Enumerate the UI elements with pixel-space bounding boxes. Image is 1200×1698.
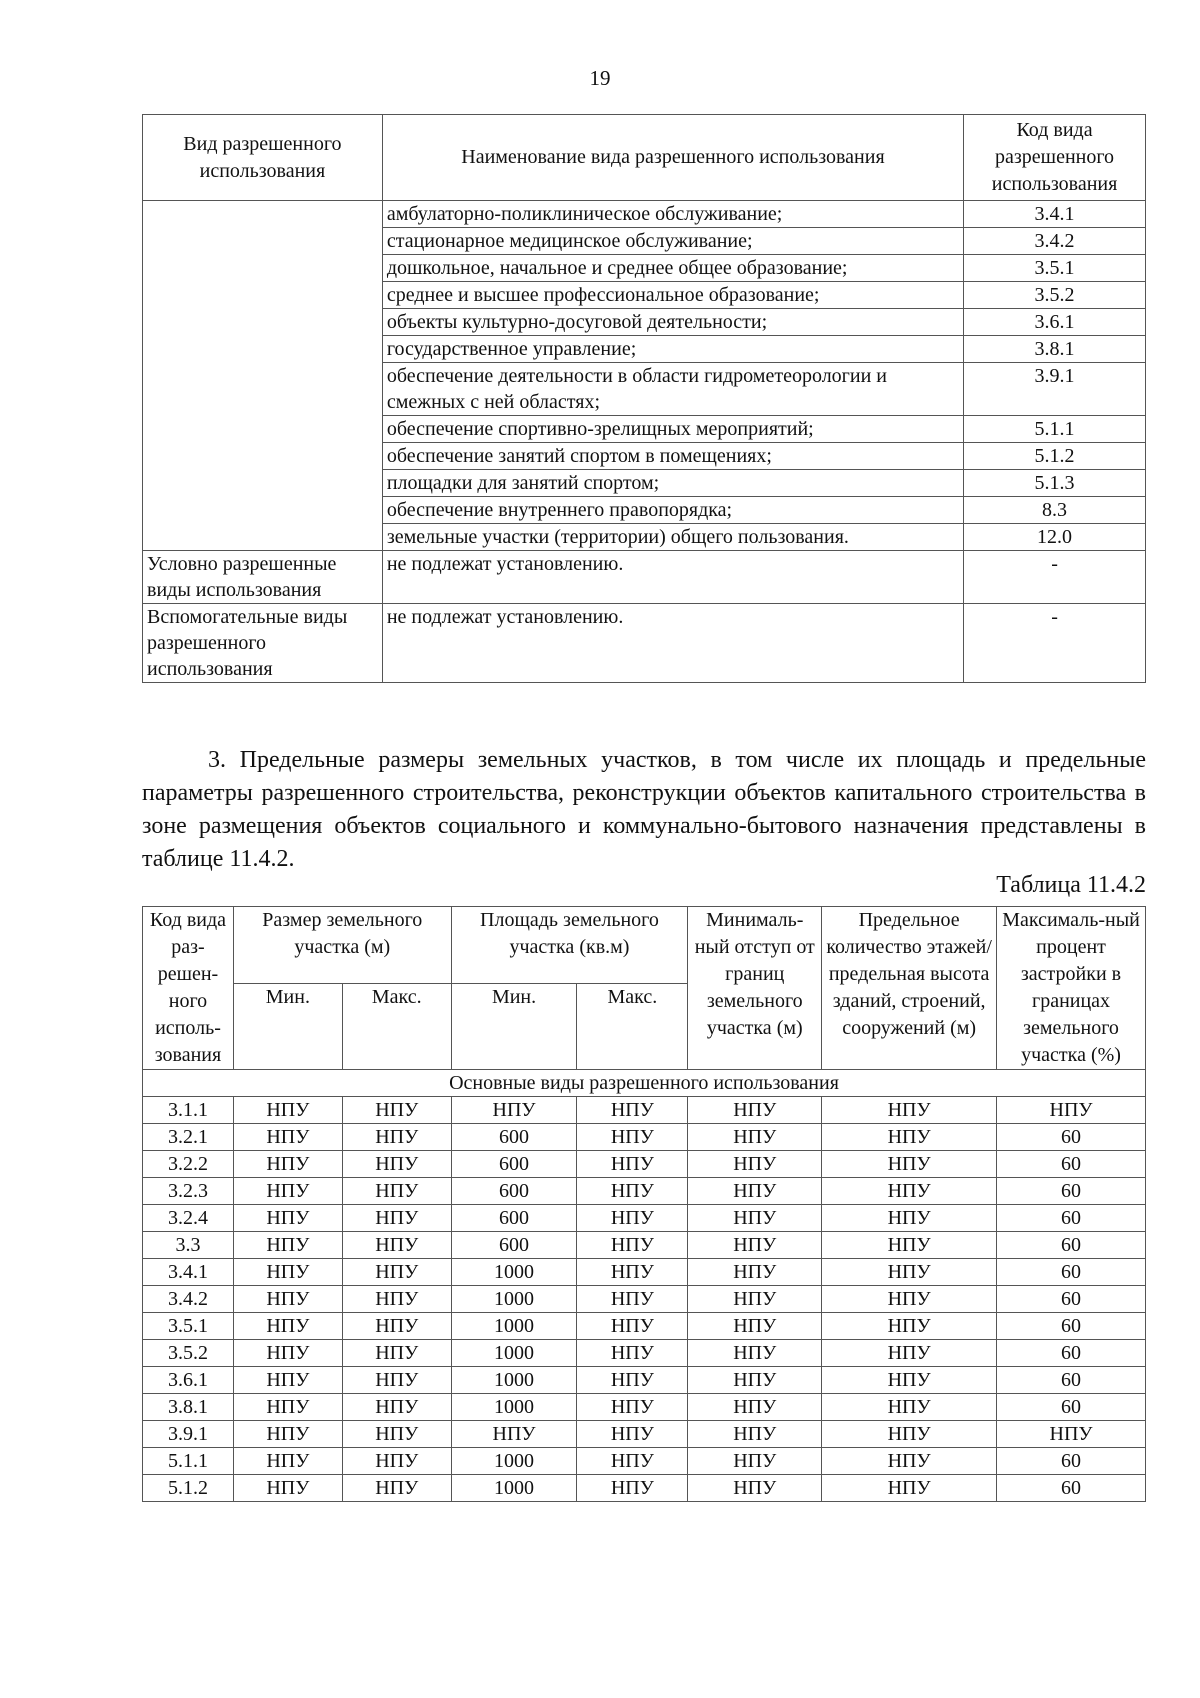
use-kind-cell: Условно разрешенные виды использования — [143, 551, 383, 604]
coverage-cell: 60 — [997, 1475, 1146, 1502]
coverage-cell: 60 — [997, 1286, 1146, 1313]
floors-cell: НПУ — [822, 1313, 997, 1340]
setback-cell: НПУ — [688, 1124, 822, 1151]
coverage-cell: 60 — [997, 1232, 1146, 1259]
use-name-cell: объекты культурно-досуговой деятельности; — [382, 309, 963, 336]
code-cell: 3.2.4 — [143, 1205, 234, 1232]
floors-cell: НПУ — [822, 1394, 997, 1421]
section-row — [143, 1070, 1146, 1097]
area-max-cell: НПУ — [577, 1232, 688, 1259]
code-cell: 3.4.1 — [143, 1259, 234, 1286]
coverage-cell: 60 — [997, 1124, 1146, 1151]
area-max-cell: НПУ — [577, 1421, 688, 1448]
code-cell: 3.2.1 — [143, 1124, 234, 1151]
area-min-cell: 1000 — [451, 1475, 577, 1502]
size-max-cell: НПУ — [342, 1475, 451, 1502]
table-row-conditional — [143, 551, 1146, 604]
table-row — [143, 1340, 1146, 1367]
table-row — [143, 1421, 1146, 1448]
header-area-min: Мин. — [451, 984, 577, 1070]
use-name-cell: обеспечение спортивно-зрелищных мероприятий; — [382, 416, 963, 443]
section-title: Основные виды разрешенного использования — [143, 1070, 1146, 1097]
use-code-cell: 3.8.1 — [964, 336, 1146, 363]
code-cell: 5.1.1 — [143, 1448, 234, 1475]
floors-cell: НПУ — [822, 1178, 997, 1205]
use-name-cell: государственное управление; — [382, 336, 963, 363]
area-max-cell: НПУ — [577, 1394, 688, 1421]
size-max-cell: НПУ — [342, 1448, 451, 1475]
floors-cell: НПУ — [822, 1448, 997, 1475]
use-name-cell: стационарное медицинское обслуживание; — [382, 228, 963, 255]
area-min-cell: 600 — [451, 1205, 577, 1232]
header-use-code: Код вида разрешенного использования — [964, 115, 1146, 201]
setback-cell: НПУ — [688, 1394, 822, 1421]
setback-cell: НПУ — [688, 1151, 822, 1178]
size-max-cell: НПУ — [342, 1151, 451, 1178]
coverage-cell: 60 — [997, 1367, 1146, 1394]
use-code-cell: 3.4.1 — [964, 201, 1146, 228]
setback-cell: НПУ — [688, 1340, 822, 1367]
table-row-auxiliary — [143, 604, 1146, 683]
area-min-cell: 1000 — [451, 1448, 577, 1475]
setback-cell: НПУ — [688, 1097, 822, 1124]
coverage-cell: 60 — [997, 1394, 1146, 1421]
header-setback: Минималь-ный отступ от границ земельного участка (м) — [688, 907, 822, 1070]
size-min-cell: НПУ — [233, 1421, 342, 1448]
setback-cell: НПУ — [688, 1205, 822, 1232]
code-cell: 3.5.1 — [143, 1313, 234, 1340]
table-row — [143, 1097, 1146, 1124]
code-cell: 3.8.1 — [143, 1394, 234, 1421]
use-code-cell: 5.1.1 — [964, 416, 1146, 443]
table-row — [143, 1313, 1146, 1340]
coverage-cell: 60 — [997, 1313, 1146, 1340]
area-min-cell: 600 — [451, 1124, 577, 1151]
header-coverage: Максималь-ный процент застройки в границах земельного участка (%) — [997, 907, 1146, 1070]
floors-cell: НПУ — [822, 1232, 997, 1259]
floors-cell: НПУ — [822, 1205, 997, 1232]
setback-cell: НПУ — [688, 1259, 822, 1286]
header-use-name: Наименование вида разрешенного использования — [382, 115, 963, 201]
floors-cell: НПУ — [822, 1259, 997, 1286]
size-max-cell: НПУ — [342, 1232, 451, 1259]
table-caption: Таблица 11.4.2 — [996, 872, 1146, 898]
area-max-cell: НПУ — [577, 1205, 688, 1232]
table-row — [143, 201, 1146, 228]
coverage-cell: 60 — [997, 1178, 1146, 1205]
table-header-row — [143, 907, 1146, 984]
size-max-cell: НПУ — [342, 1178, 451, 1205]
area-min-cell: 1000 — [451, 1313, 577, 1340]
area-max-cell: НПУ — [577, 1097, 688, 1124]
floors-cell: НПУ — [822, 1475, 997, 1502]
header-code: Код вида раз-решен-ного исполь-зования — [143, 907, 234, 1070]
size-min-cell: НПУ — [233, 1259, 342, 1286]
header-floors: Предельное количество этажей/ предельная высота зданий, строений, сооружений (м) — [822, 907, 997, 1070]
header-size: Размер земельного участка (м) — [233, 907, 451, 984]
size-max-cell: НПУ — [342, 1421, 451, 1448]
use-name-cell: обеспечение занятий спортом в помещениях; — [382, 443, 963, 470]
setback-cell: НПУ — [688, 1448, 822, 1475]
setback-cell: НПУ — [688, 1178, 822, 1205]
use-code-cell: 5.1.3 — [964, 470, 1146, 497]
area-min-cell: 1000 — [451, 1367, 577, 1394]
size-min-cell: НПУ — [233, 1097, 342, 1124]
area-min-cell: 600 — [451, 1151, 577, 1178]
coverage-cell: 60 — [997, 1151, 1146, 1178]
table-row — [143, 1367, 1146, 1394]
table-row — [143, 1448, 1146, 1475]
code-cell: 3.9.1 — [143, 1421, 234, 1448]
use-code-cell: 5.1.2 — [964, 443, 1146, 470]
use-code-cell: 3.5.2 — [964, 282, 1146, 309]
setback-cell: НПУ — [688, 1232, 822, 1259]
table-row — [143, 1475, 1146, 1502]
size-max-cell: НПУ — [342, 1394, 451, 1421]
header-use-kind: Вид разрешенного использования — [143, 115, 383, 201]
setback-cell: НПУ — [688, 1475, 822, 1502]
area-min-cell: 1000 — [451, 1286, 577, 1313]
coverage-cell: 60 — [997, 1205, 1146, 1232]
size-min-cell: НПУ — [233, 1367, 342, 1394]
table-row — [143, 1178, 1146, 1205]
area-min-cell: НПУ — [451, 1097, 577, 1124]
area-max-cell: НПУ — [577, 1340, 688, 1367]
code-cell: 3.5.2 — [143, 1340, 234, 1367]
use-code-cell: - — [964, 551, 1146, 604]
code-cell: 3.2.2 — [143, 1151, 234, 1178]
size-max-cell: НПУ — [342, 1205, 451, 1232]
code-cell: 3.4.2 — [143, 1286, 234, 1313]
floors-cell: НПУ — [822, 1340, 997, 1367]
use-name-cell: земельные участки (территории) общего пользования. — [382, 524, 963, 551]
size-min-cell: НПУ — [233, 1124, 342, 1151]
size-min-cell: НПУ — [233, 1394, 342, 1421]
size-max-cell: НПУ — [342, 1367, 451, 1394]
floors-cell: НПУ — [822, 1421, 997, 1448]
header-area: Площадь земельного участка (кв.м) — [451, 907, 688, 984]
use-name-cell: площадки для занятий спортом; — [382, 470, 963, 497]
use-name-cell: дошкольное, начальное и среднее общее образование; — [382, 255, 963, 282]
size-min-cell: НПУ — [233, 1151, 342, 1178]
floors-cell: НПУ — [822, 1286, 997, 1313]
use-code-cell: 3.6.1 — [964, 309, 1146, 336]
area-max-cell: НПУ — [577, 1178, 688, 1205]
coverage-cell: 60 — [997, 1259, 1146, 1286]
size-min-cell: НПУ — [233, 1178, 342, 1205]
setback-cell: НПУ — [688, 1421, 822, 1448]
use-code-cell: 8.3 — [964, 497, 1146, 524]
area-min-cell: 1000 — [451, 1340, 577, 1367]
use-code-cell: 3.5.1 — [964, 255, 1146, 282]
area-max-cell: НПУ — [577, 1367, 688, 1394]
use-name-cell: обеспечение деятельности в области гидрометеорологии и смежных с ней областях; — [382, 363, 963, 416]
use-code-cell: - — [964, 604, 1146, 683]
use-kind-cell: Вспомогательные виды разрешенного использования — [143, 604, 383, 683]
area-max-cell: НПУ — [577, 1259, 688, 1286]
coverage-cell: 60 — [997, 1340, 1146, 1367]
code-cell: 3.2.3 — [143, 1178, 234, 1205]
setback-cell: НПУ — [688, 1367, 822, 1394]
area-max-cell: НПУ — [577, 1448, 688, 1475]
parameters-table — [142, 906, 1146, 1502]
size-max-cell: НПУ — [342, 1286, 451, 1313]
use-name-cell: не подлежат установлению. — [382, 551, 963, 604]
use-name-cell: обеспечение внутреннего правопорядка; — [382, 497, 963, 524]
table-row — [143, 1124, 1146, 1151]
table-row — [143, 1259, 1146, 1286]
size-min-cell: НПУ — [233, 1340, 342, 1367]
permitted-use-table — [142, 114, 1146, 683]
size-min-cell: НПУ — [233, 1286, 342, 1313]
size-max-cell: НПУ — [342, 1124, 451, 1151]
use-code-cell: 3.9.1 — [964, 363, 1146, 416]
size-max-cell: НПУ — [342, 1340, 451, 1367]
size-min-cell: НПУ — [233, 1205, 342, 1232]
table-row — [143, 1151, 1146, 1178]
area-max-cell: НПУ — [577, 1475, 688, 1502]
table-row — [143, 1394, 1146, 1421]
size-min-cell: НПУ — [233, 1448, 342, 1475]
size-max-cell: НПУ — [342, 1313, 451, 1340]
coverage-cell: 60 — [997, 1448, 1146, 1475]
coverage-cell: НПУ — [997, 1097, 1146, 1124]
table-header-row — [143, 115, 1146, 201]
header-size-min: Мин. — [233, 984, 342, 1070]
coverage-cell: НПУ — [997, 1421, 1146, 1448]
size-min-cell: НПУ — [233, 1475, 342, 1502]
area-max-cell: НПУ — [577, 1151, 688, 1178]
header-area-max: Макс. — [577, 984, 688, 1070]
code-cell: 3.3 — [143, 1232, 234, 1259]
code-cell: 3.6.1 — [143, 1367, 234, 1394]
floors-cell: НПУ — [822, 1367, 997, 1394]
floors-cell: НПУ — [822, 1097, 997, 1124]
use-name-cell: амбулаторно-поликлиническое обслуживание; — [382, 201, 963, 228]
area-min-cell: 600 — [451, 1178, 577, 1205]
table-row — [143, 1286, 1146, 1313]
use-code-cell: 12.0 — [964, 524, 1146, 551]
code-cell: 3.1.1 — [143, 1097, 234, 1124]
size-max-cell: НПУ — [342, 1259, 451, 1286]
section-paragraph: 3. Предельные размеры земельных участков, в том числе их площадь и предельные параметры разрешенного строительства, реконструкции объектов капитального строительства в зоне размещения объектов социального и коммунально-бытового назначения представлены в таблице 11.4.2. — [142, 747, 1146, 872]
area-min-cell: 600 — [451, 1232, 577, 1259]
area-max-cell: НПУ — [577, 1313, 688, 1340]
table-row — [143, 1205, 1146, 1232]
size-min-cell: НПУ — [233, 1232, 342, 1259]
use-kind-cell — [143, 201, 383, 551]
area-min-cell: 1000 — [451, 1394, 577, 1421]
area-max-cell: НПУ — [577, 1286, 688, 1313]
header-size-max: Макс. — [342, 984, 451, 1070]
table-row — [143, 1232, 1146, 1259]
page-number: 19 — [589, 66, 611, 90]
setback-cell: НПУ — [688, 1313, 822, 1340]
floors-cell: НПУ — [822, 1151, 997, 1178]
floors-cell: НПУ — [822, 1124, 997, 1151]
use-name-cell: не подлежат установлению. — [382, 604, 963, 683]
size-max-cell: НПУ — [342, 1097, 451, 1124]
code-cell: 5.1.2 — [143, 1475, 234, 1502]
area-min-cell: НПУ — [451, 1421, 577, 1448]
area-max-cell: НПУ — [577, 1124, 688, 1151]
use-code-cell: 3.4.2 — [964, 228, 1146, 255]
size-min-cell: НПУ — [233, 1313, 342, 1340]
area-min-cell: 1000 — [451, 1259, 577, 1286]
setback-cell: НПУ — [688, 1286, 822, 1313]
use-name-cell: среднее и высшее профессиональное образование; — [382, 282, 963, 309]
